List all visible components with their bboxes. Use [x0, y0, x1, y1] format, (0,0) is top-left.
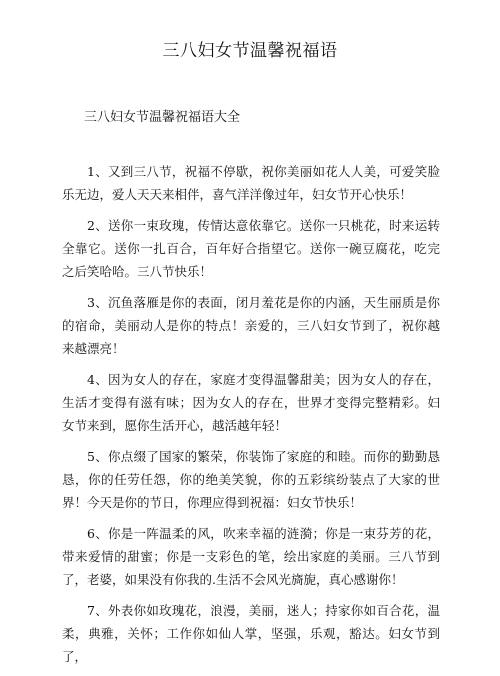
- paragraph-list: [62, 160, 440, 676]
- paragraph: 7、外表你如玫瑰花，浪漫，美丽，迷人；持家你如百合花，温柔，典雅，关怀；工作你如仙人掌，坚强，乐观，豁达。妇女节到 了，: [62, 603, 440, 664]
- paragraph: 6、你是一阵温柔的风，吹来幸福的涟漪；你是一束芬芳的花， 带来爱情的甜蜜；你是一支彩色的笔，绘出家庭的美丽。三八节到 了，老婆，如果没有你我的.生活不会风光旖旎，真心感谢你！: [62, 526, 440, 587]
- document-subtitle: 三八妇女节温馨祝福语大全: [84, 110, 241, 125]
- document-title: 三八妇女节温馨祝福语: [162, 41, 338, 61]
- paragraph: 4、因为女人的存在，家庭才变得温馨甜美；因为女人的存在， 生活才变得有滋有味；因为女人的存在，世界才变得完整精彩。妇 女节来到，愿你生活开心，越活越年轻！: [62, 372, 440, 433]
- paragraph: 5、你点缀了国家的繁荣，你装饰了家庭的和睦。而你的勤勤恳恳，你的任劳任怨，你的绝美笑貌，你的五彩缤纷装点了大家的世 界！今天是你的节日，你理应得到祝福：妇女节快乐！: [62, 449, 440, 510]
- paragraph: 1、又到三八节，祝福不停歇，祝你美丽如花人人美，可爱笑脸 乐无边，爱人天天来相伴，喜气洋洋像过年，妇女节开心快乐！: [62, 164, 440, 202]
- paragraph: 3、沉鱼落雁是你的表面，闭月羞花是你的内涵，天生丽质是你 的宿命，美丽动人是你的特点！亲爱的，三八妇女节到了，祝你越 来越漂亮！: [62, 295, 440, 356]
- paragraph: 2、送你一束玫瑰，传情达意依靠它。送你一只桃花，时来运转 全靠它。送你一扎百合，百年好合指望它。送你一碗豆腐花，吃完 之后笑哈哈。三八节快乐！: [62, 218, 440, 279]
